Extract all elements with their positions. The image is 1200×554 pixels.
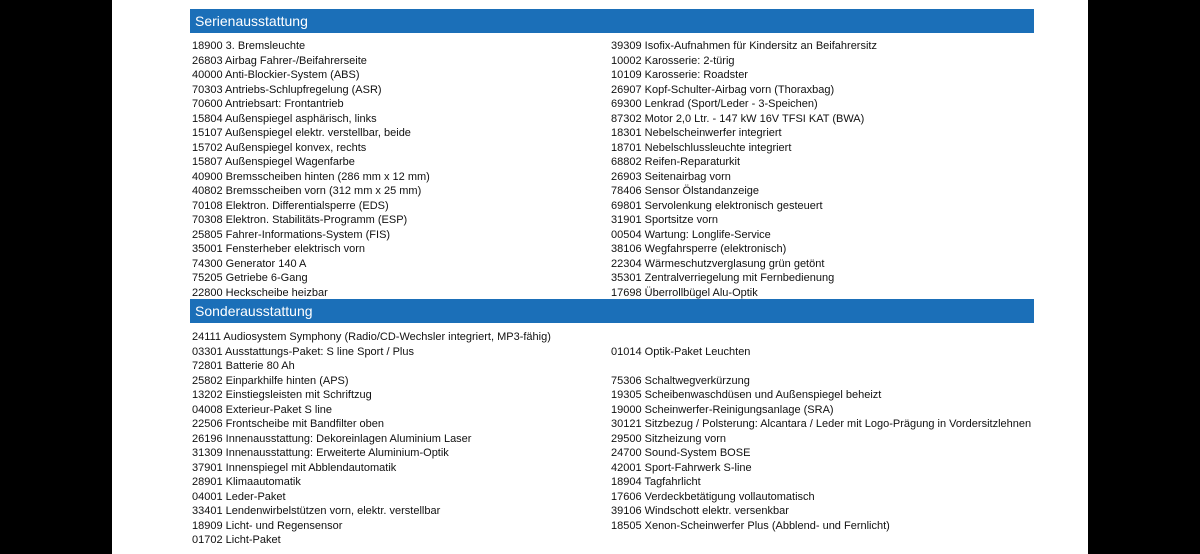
- equipment-item: 01014 Optik-Paket Leuchten: [611, 345, 751, 358]
- equipment-item: 26803 Airbag Fahrer-/Beifahrerseite: [192, 54, 367, 67]
- equipment-item: 25805 Fahrer-Informations-System (FIS): [192, 228, 391, 241]
- equipment-item: 72801 Batterie 80 Ah: [192, 360, 295, 372]
- equipment-item: 01702 Licht-Paket: [192, 534, 281, 546]
- equipment-item: 19305 Scheibenwaschdüsen und Außenspiegel beheizt: [611, 389, 882, 401]
- equipment-item: 75205 Getriebe 6-Gang: [192, 272, 308, 284]
- equipment-item: 39309 Isofix-Aufnahmen für Kindersitz an Beifahrersitz: [611, 40, 877, 52]
- equipment-item: 15107 Außenspiegel elektr. verstellbar, beide: [192, 127, 411, 139]
- equipment-item: 13202 Einstiegsleisten mit Schriftzug: [192, 389, 372, 401]
- equipment-item: 24700 Sound-System BOSE: [611, 447, 751, 459]
- equipment-item: 15804 Außenspiegel asphärisch, links: [192, 112, 377, 125]
- equipment-item: 04001 Leder-Paket: [192, 490, 286, 503]
- equipment-item: 31901 Sportsitze vorn: [611, 214, 719, 226]
- equipment-item: 18900 3. Bremsleuchte: [192, 40, 306, 52]
- equipment-item: 04008 Exterieur-Paket S line: [192, 403, 333, 416]
- equipment-item: 33401 Lendenwirbelstützen vorn, elektr. verstellbar: [192, 505, 441, 517]
- equipment-item: 35001 Fensterheber elektrisch vorn: [192, 243, 366, 255]
- equipment-item: 24111 Audiosystem Symphony (Radio/CD-Wechsler integriert, MP3-fähig): [192, 331, 551, 343]
- equipment-item: 38106 Wegfahrsperre (elektronisch): [611, 243, 787, 255]
- equipment-item: 40900 Bremsscheiben hinten (286 mm x 12 mm): [192, 170, 430, 183]
- equipment-item: 15807 Außenspiegel Wagenfarbe: [192, 156, 355, 168]
- serien-left-column: [192, 39, 612, 300]
- equipment-item: 69801 Servolenkung elektronisch gesteuert: [611, 199, 823, 212]
- equipment-item: 17698 Überrollbügel Alu-Optik: [611, 286, 758, 299]
- equipment-item: 10002 Karosserie: 2-türig: [611, 54, 735, 67]
- equipment-item: [611, 330, 1081, 345]
- sonder-right-column: [611, 330, 1081, 533]
- equipment-item: 78406 Sensor Ölstandanzeige: [611, 185, 759, 197]
- equipment-item: 70108 Elektron. Differentialsperre (EDS): [192, 199, 389, 212]
- equipment-item: 19000 Scheinwerfer-Reinigungsanlage (SRA): [611, 403, 834, 416]
- equipment-item: 17606 Verdeckbetätigung vollautomatisch: [611, 490, 815, 503]
- equipment-item: 29500 Sitzheizung vorn: [611, 432, 726, 445]
- equipment-item: 37901 Innenspiegel mit Abblendautomatik: [192, 461, 397, 474]
- equipment-item: 22304 Wärmeschutzverglasung grün getönt: [611, 257, 825, 270]
- equipment-item: 18904 Tagfahrlicht: [611, 476, 701, 488]
- serien-right-column: [611, 39, 1051, 300]
- equipment-item: 31309 Innenausstattung: Erweiterte Aluminium-Optik: [192, 447, 449, 459]
- equipment-item: 40000 Anti-Blockier-System (ABS): [192, 69, 360, 81]
- equipment-item: 68802 Reifen-Reparaturkit: [611, 156, 741, 168]
- equipment-item: 18909 Licht- und Regensensor: [192, 519, 343, 532]
- equipment-item: 70308 Elektron. Stabilitäts-Programm (ESP): [192, 214, 408, 226]
- equipment-item: 26907 Kopf-Schulter-Airbag vorn (Thoraxbag): [611, 83, 835, 96]
- equipment-item: [611, 359, 1081, 374]
- equipment-item: 18505 Xenon-Scheinwerfer Plus (Abblend- und Fernlicht): [611, 519, 890, 532]
- equipment-item: 15702 Außenspiegel konvex, rechts: [192, 141, 367, 154]
- equipment-item: 39106 Windschott elektr. versenkbar: [611, 505, 789, 517]
- equipment-item: 40802 Bremsscheiben vorn (312 mm x 25 mm): [192, 185, 422, 197]
- equipment-item: 75306 Schaltwegverkürzung: [611, 374, 750, 387]
- equipment-item: 26196 Innenausstattung: Dekoreinlagen Aluminium Laser: [192, 432, 472, 445]
- equipment-item: 42001 Sport-Fahrwerk S-line: [611, 461, 752, 474]
- equipment-item: 35301 Zentralverriegelung mit Fernbedienung: [611, 272, 835, 284]
- equipment-item: 03301 Ausstattungs-Paket: S line Sport / Plus: [192, 345, 414, 358]
- equipment-item: 28901 Klimaautomatik: [192, 476, 301, 488]
- equipment-item: 70303 Antriebs-Schlupfregelung (ASR): [192, 83, 382, 96]
- equipment-item: 00504 Wartung: Longlife-Service: [611, 228, 771, 241]
- equipment-item: 18301 Nebelscheinwerfer integriert: [611, 127, 782, 139]
- equipment-item: 26903 Seitenairbag vorn: [611, 170, 731, 183]
- equipment-item: 18701 Nebelschlussleuchte integriert: [611, 141, 792, 154]
- section-header-sonderausstattung: Sonderausstattung: [190, 299, 1034, 323]
- equipment-item: 30121 Sitzbezug / Polsterung: Alcantara / Leder mit Logo-Prägung in Vordersitzlehnen: [611, 418, 1032, 430]
- equipment-item: 10109 Karosserie: Roadster: [611, 69, 748, 81]
- equipment-item: 25802 Einparkhilfe hinten (APS): [192, 374, 349, 387]
- equipment-item: 22506 Frontscheibe mit Bandfilter oben: [192, 418, 385, 430]
- document-page: [112, 0, 1088, 554]
- section-header-serienausstattung: Serienausstattung: [190, 9, 1034, 33]
- equipment-item: 87302 Motor 2,0 Ltr. - 147 kW 16V TFSI KAT (BWA): [611, 112, 865, 125]
- equipment-item: 22800 Heckscheibe heizbar: [192, 286, 328, 299]
- sonder-left-column: [192, 330, 632, 548]
- equipment-item: 74300 Generator 140 A: [192, 257, 307, 270]
- equipment-item: 70600 Antriebsart: Frontantrieb: [192, 98, 344, 110]
- equipment-item: 69300 Lenkrad (Sport/Leder - 3-Speichen): [611, 98, 818, 110]
